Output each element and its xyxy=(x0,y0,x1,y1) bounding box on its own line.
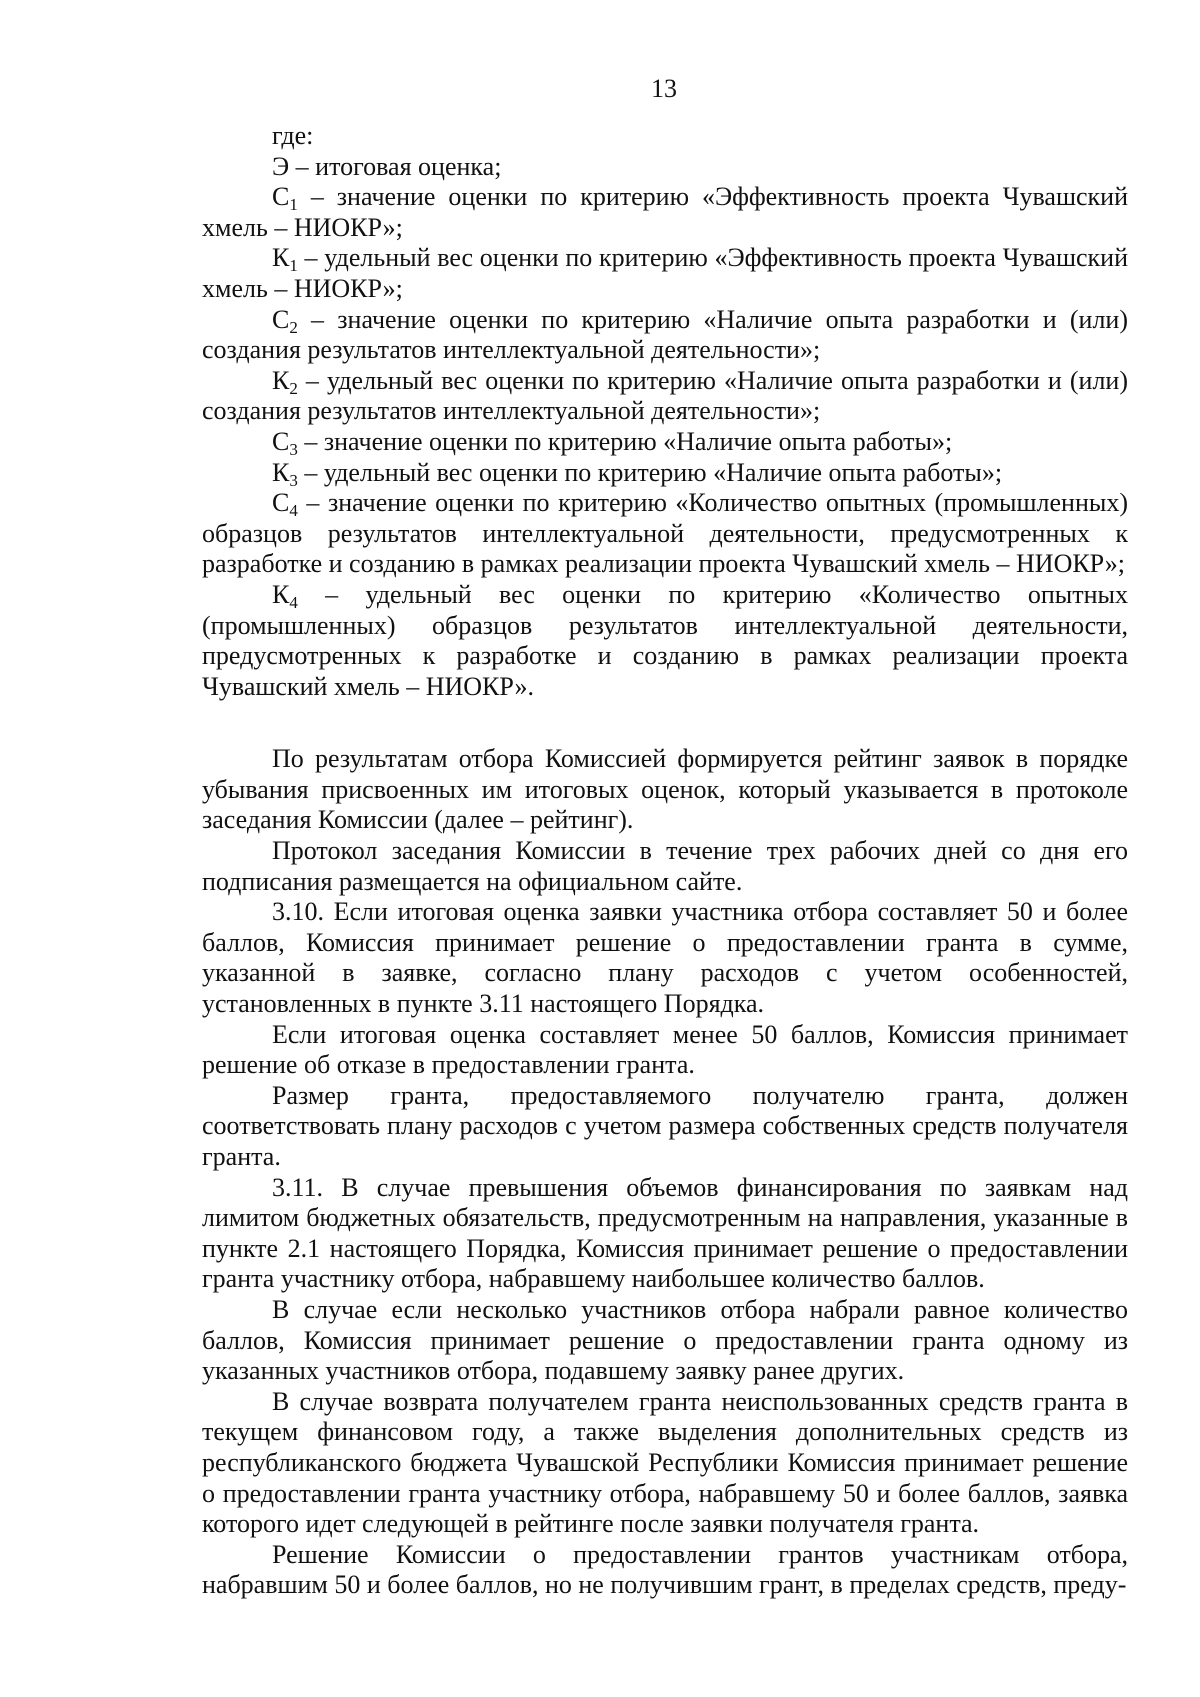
document-body xyxy=(202,121,1128,1601)
legend-definition: – удельный вес оценки по критерию «Наличие опыта разработки и (или) создания результатов интеллектуальной деятельности»; xyxy=(202,365,1128,426)
paragraph-grant-size: Размер гранта, предоставляемого получателю гранта, должен соответствовать плану расходов с учетом размера собственных средств получателя гранта. xyxy=(202,1080,1128,1171)
legend-symbol: К xyxy=(272,243,290,273)
legend-item-c1 xyxy=(202,182,1128,243)
legend-definition: – итоговая оценка; xyxy=(289,151,502,181)
legend-symbol: К xyxy=(272,365,290,395)
legend-definition: – значение оценки по критерию «Количество опытных (промышленных) образцов результатов интеллектуальной деятельности, предусмотренных к разработке и созданию в рамках реализации проекта Чувашский хмель – НИОКР»; xyxy=(202,488,1128,579)
legend-symbol: Э xyxy=(272,151,290,181)
paragraph-refusal: Если итоговая оценка составляет менее 50 баллов, Комиссия принимает решение об отказе в предоставлении гранта. xyxy=(202,1019,1128,1080)
legend-definition: – удельный вес оценки по критерию «Эффективность проекта Чувашский хмель – НИОКР»; xyxy=(202,243,1128,303)
legend-subscript: 1 xyxy=(289,195,298,215)
legend-item-k3 xyxy=(202,458,1128,489)
paragraph-rating: По результатам отбора Комиссией формируется рейтинг заявок в порядке убывания присвоенных им итоговых оценок, который указывается в протоколе заседания Комиссии (далее – рейтинг). xyxy=(202,744,1128,835)
legend-subscript: 4 xyxy=(289,501,298,521)
legend-subscript: 1 xyxy=(289,256,298,276)
paragraph-decision: Решение Комиссии о предоставлении грантов участникам отбора, набравшим 50 и более баллов, но не получившим грант, в пределах средств, преду- xyxy=(202,1539,1128,1600)
paragraph-spacer xyxy=(202,702,1128,744)
paragraph-3-11: 3.11. В случае превышения объемов финансирования по заявкам над лимитом бюджетных обязательств, предусмотренным на направления, указанные в пункте 2.1 настоящего Порядка, Комиссия принимает решение о предоставлении гранта участнику отбора, набравшему наибольшее количество баллов. xyxy=(202,1172,1128,1294)
legend-definition: – значение оценки по критерию «Эффективность проекта Чувашский хмель – НИОКР»; xyxy=(202,182,1128,242)
legend-item-k4 xyxy=(202,580,1128,702)
legend-item-c4 xyxy=(202,488,1128,580)
legend-symbol: К xyxy=(272,457,290,487)
paragraph-protocol: Протокол заседания Комиссии в течение трех рабочих дней со дня его подписания размещается на официальном сайте. xyxy=(202,836,1128,896)
legend-symbol: С xyxy=(272,426,290,456)
legend-item-k2 xyxy=(202,366,1128,427)
paragraph-equal-scores: В случае если несколько участников отбора набрали равное количество баллов, Комиссия принимает решение о предоставлении гранта одному из указанных участников отбора, подавшему заявку ранее других. xyxy=(202,1294,1128,1386)
legend-item-c2 xyxy=(202,305,1128,366)
page-number: 13 xyxy=(651,74,677,103)
legend-definition: – удельный вес оценки по критерию «Количество опытных (промышленных) образцов результатов интеллектуальной деятельности, предусмотренных к разработке и созданию в рамках реализации проекта Чувашский хмель – НИОКР». xyxy=(202,579,1128,701)
legend-subscript: 3 xyxy=(289,470,298,490)
legend-item-e xyxy=(202,152,1128,183)
paragraph-3-10: 3.10. Если итоговая оценка заявки участника отбора составляет 50 и более баллов, Комиссия принимает решение о предоставлении гранта в сумме, указанной в заявке, согласно плану расходов с учетом особенностей, установленных в пункте 3.11 настоящего Порядка. xyxy=(202,897,1128,1019)
legend-symbol: С xyxy=(272,182,290,212)
paragraph-return-of-funds: В случае возврата получателем гранта неиспользованных средств гранта в текущем финансовом году, а также выделения дополнительных средств из республиканского бюджета Чувашской Республики Комиссия принимает решение о предоставлении гранта участнику отбора, набравшему 50 и более баллов, заявка которого идет следующей в рейтинге после заявки получателя гранта. xyxy=(202,1386,1128,1539)
legend-subscript: 2 xyxy=(289,378,298,398)
legend-subscript: 4 xyxy=(289,592,298,612)
legend-definition: – значение оценки по критерию «Наличие опыта разработки и (или) создания результатов интеллектуальной деятельности»; xyxy=(202,304,1128,365)
legend-symbol: К xyxy=(272,579,290,609)
legend-symbol: С xyxy=(272,304,290,334)
legend-definition: – удельный вес оценки по критерию «Наличие опыта работы»; xyxy=(297,457,1003,487)
legend-item-k1 xyxy=(202,243,1128,304)
legend-item-c3 xyxy=(202,427,1128,458)
legend-symbol: С xyxy=(272,488,290,518)
legend-definition: – значение оценки по критерию «Наличие опыта работы»; xyxy=(297,426,953,456)
legend-intro: где: xyxy=(272,121,314,150)
legend-subscript: 2 xyxy=(289,317,298,337)
legend-subscript: 3 xyxy=(289,439,298,459)
